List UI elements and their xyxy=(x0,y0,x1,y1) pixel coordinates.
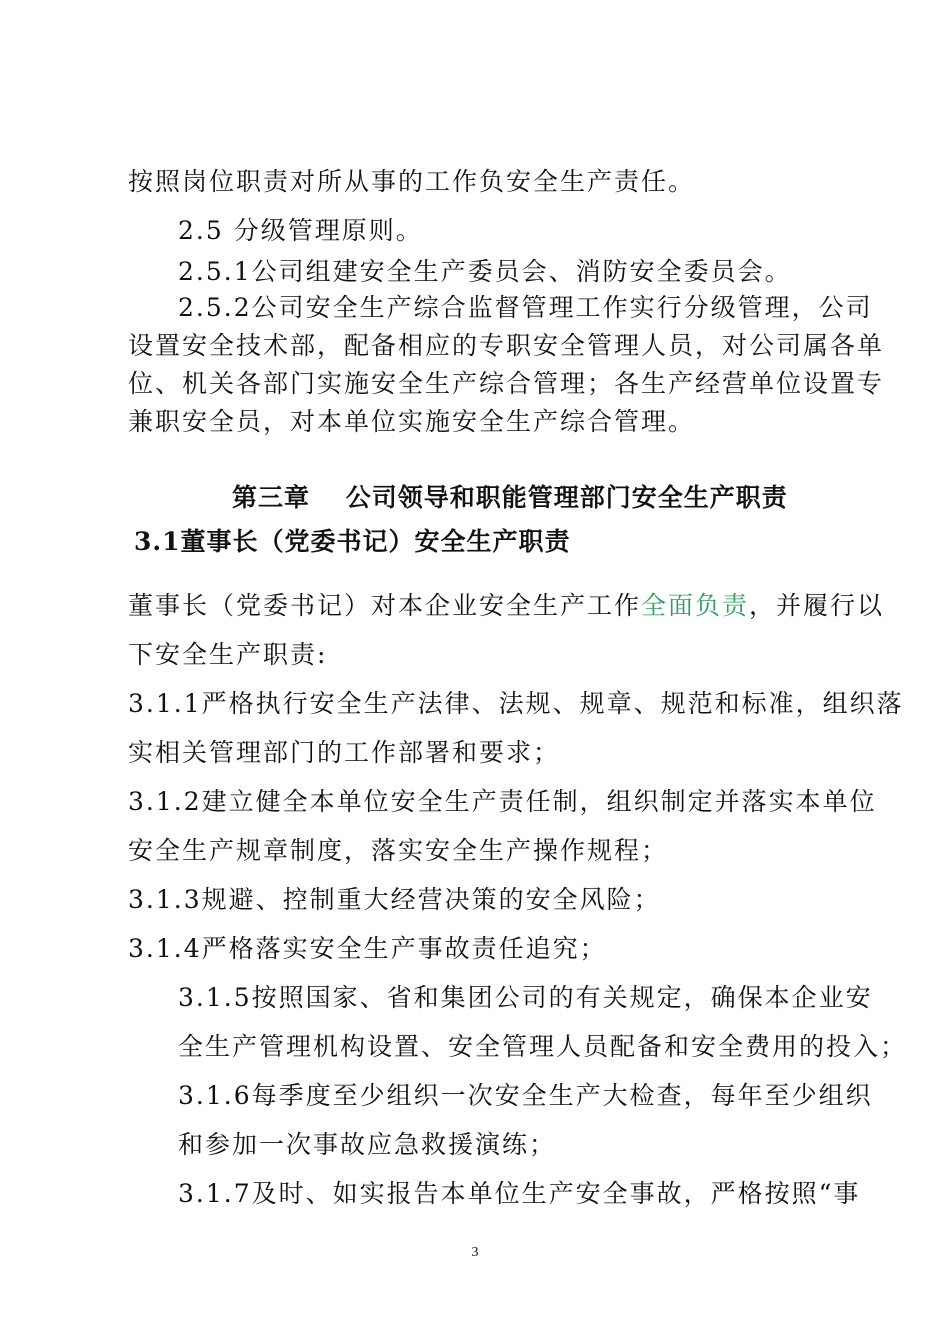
highlighted-text: 全面负责 xyxy=(641,591,750,620)
chapter-title: 第三章 公司领导和职能管理部门安全生产职责 xyxy=(232,483,788,512)
paragraph-line: 3.1.3规避、控制重大经营决策的安全风险； xyxy=(128,885,661,914)
text-segment: 董事长（党委书记）对本企业安全生产工作 xyxy=(128,591,642,620)
paragraph-line: 2.5 分级管理原则。 xyxy=(178,216,423,245)
paragraph-line: 实相关管理部门的工作部署和要求； xyxy=(128,738,561,767)
paragraph-line: 兼职安全员，对本单位实施安全生产综合管理。 xyxy=(128,407,696,436)
paragraph-line xyxy=(128,590,884,622)
paragraph-line: 位、机关各部门实施安全生产综合管理；各生产经营单位设置专 xyxy=(128,369,885,398)
text-segment: ，并履行以 xyxy=(749,591,885,620)
paragraph-line: 2.5.1公司组建安全生产委员会、消防安全委员会。 xyxy=(178,257,792,286)
paragraph-line: 安全生产规章制度，落实安全生产操作规程； xyxy=(128,836,669,865)
paragraph-line: 全生产管理机构设置、安全管理人员配备和安全费用的投入； xyxy=(178,1032,908,1061)
paragraph-line: 3.1.2建立健全本单位安全生产责任制，组织制定并落实本单位 xyxy=(128,787,877,816)
page-number: 3 xyxy=(471,1245,479,1260)
paragraph-line: 按照岗位职责对所从事的工作负安全生产责任。 xyxy=(128,167,696,196)
paragraph-line: 3.1.1严格执行安全生产法律、法规、规章、规范和标准，组织落 xyxy=(128,689,904,718)
paragraph-line: 和参加一次事故应急救援演练； xyxy=(178,1130,557,1159)
paragraph-line: 3.1.5按照国家、省和集团公司的有关规定，确保本企业安 xyxy=(178,983,873,1012)
paragraph-line: 2.5.2公司安全生产综合监督管理工作实行分级管理，公司 xyxy=(178,293,873,322)
paragraph-line: 3.1.4严格落实安全生产事故责任追究； xyxy=(128,934,607,963)
paragraph-line: 下安全生产职责: xyxy=(128,640,328,669)
section-title: 3.1董事长（党委书记）安全生产职责 xyxy=(134,527,571,556)
paragraph-line: 3.1.6每季度至少组织一次安全生产大检查，每年至少组织 xyxy=(178,1081,873,1110)
paragraph-line: 3.1.7及时、如实报告本单位生产安全事故，严格按照“事 xyxy=(178,1179,861,1208)
paragraph-line: 设置安全技术部，配备相应的专职安全管理人员，对公司属各单 xyxy=(128,331,885,360)
